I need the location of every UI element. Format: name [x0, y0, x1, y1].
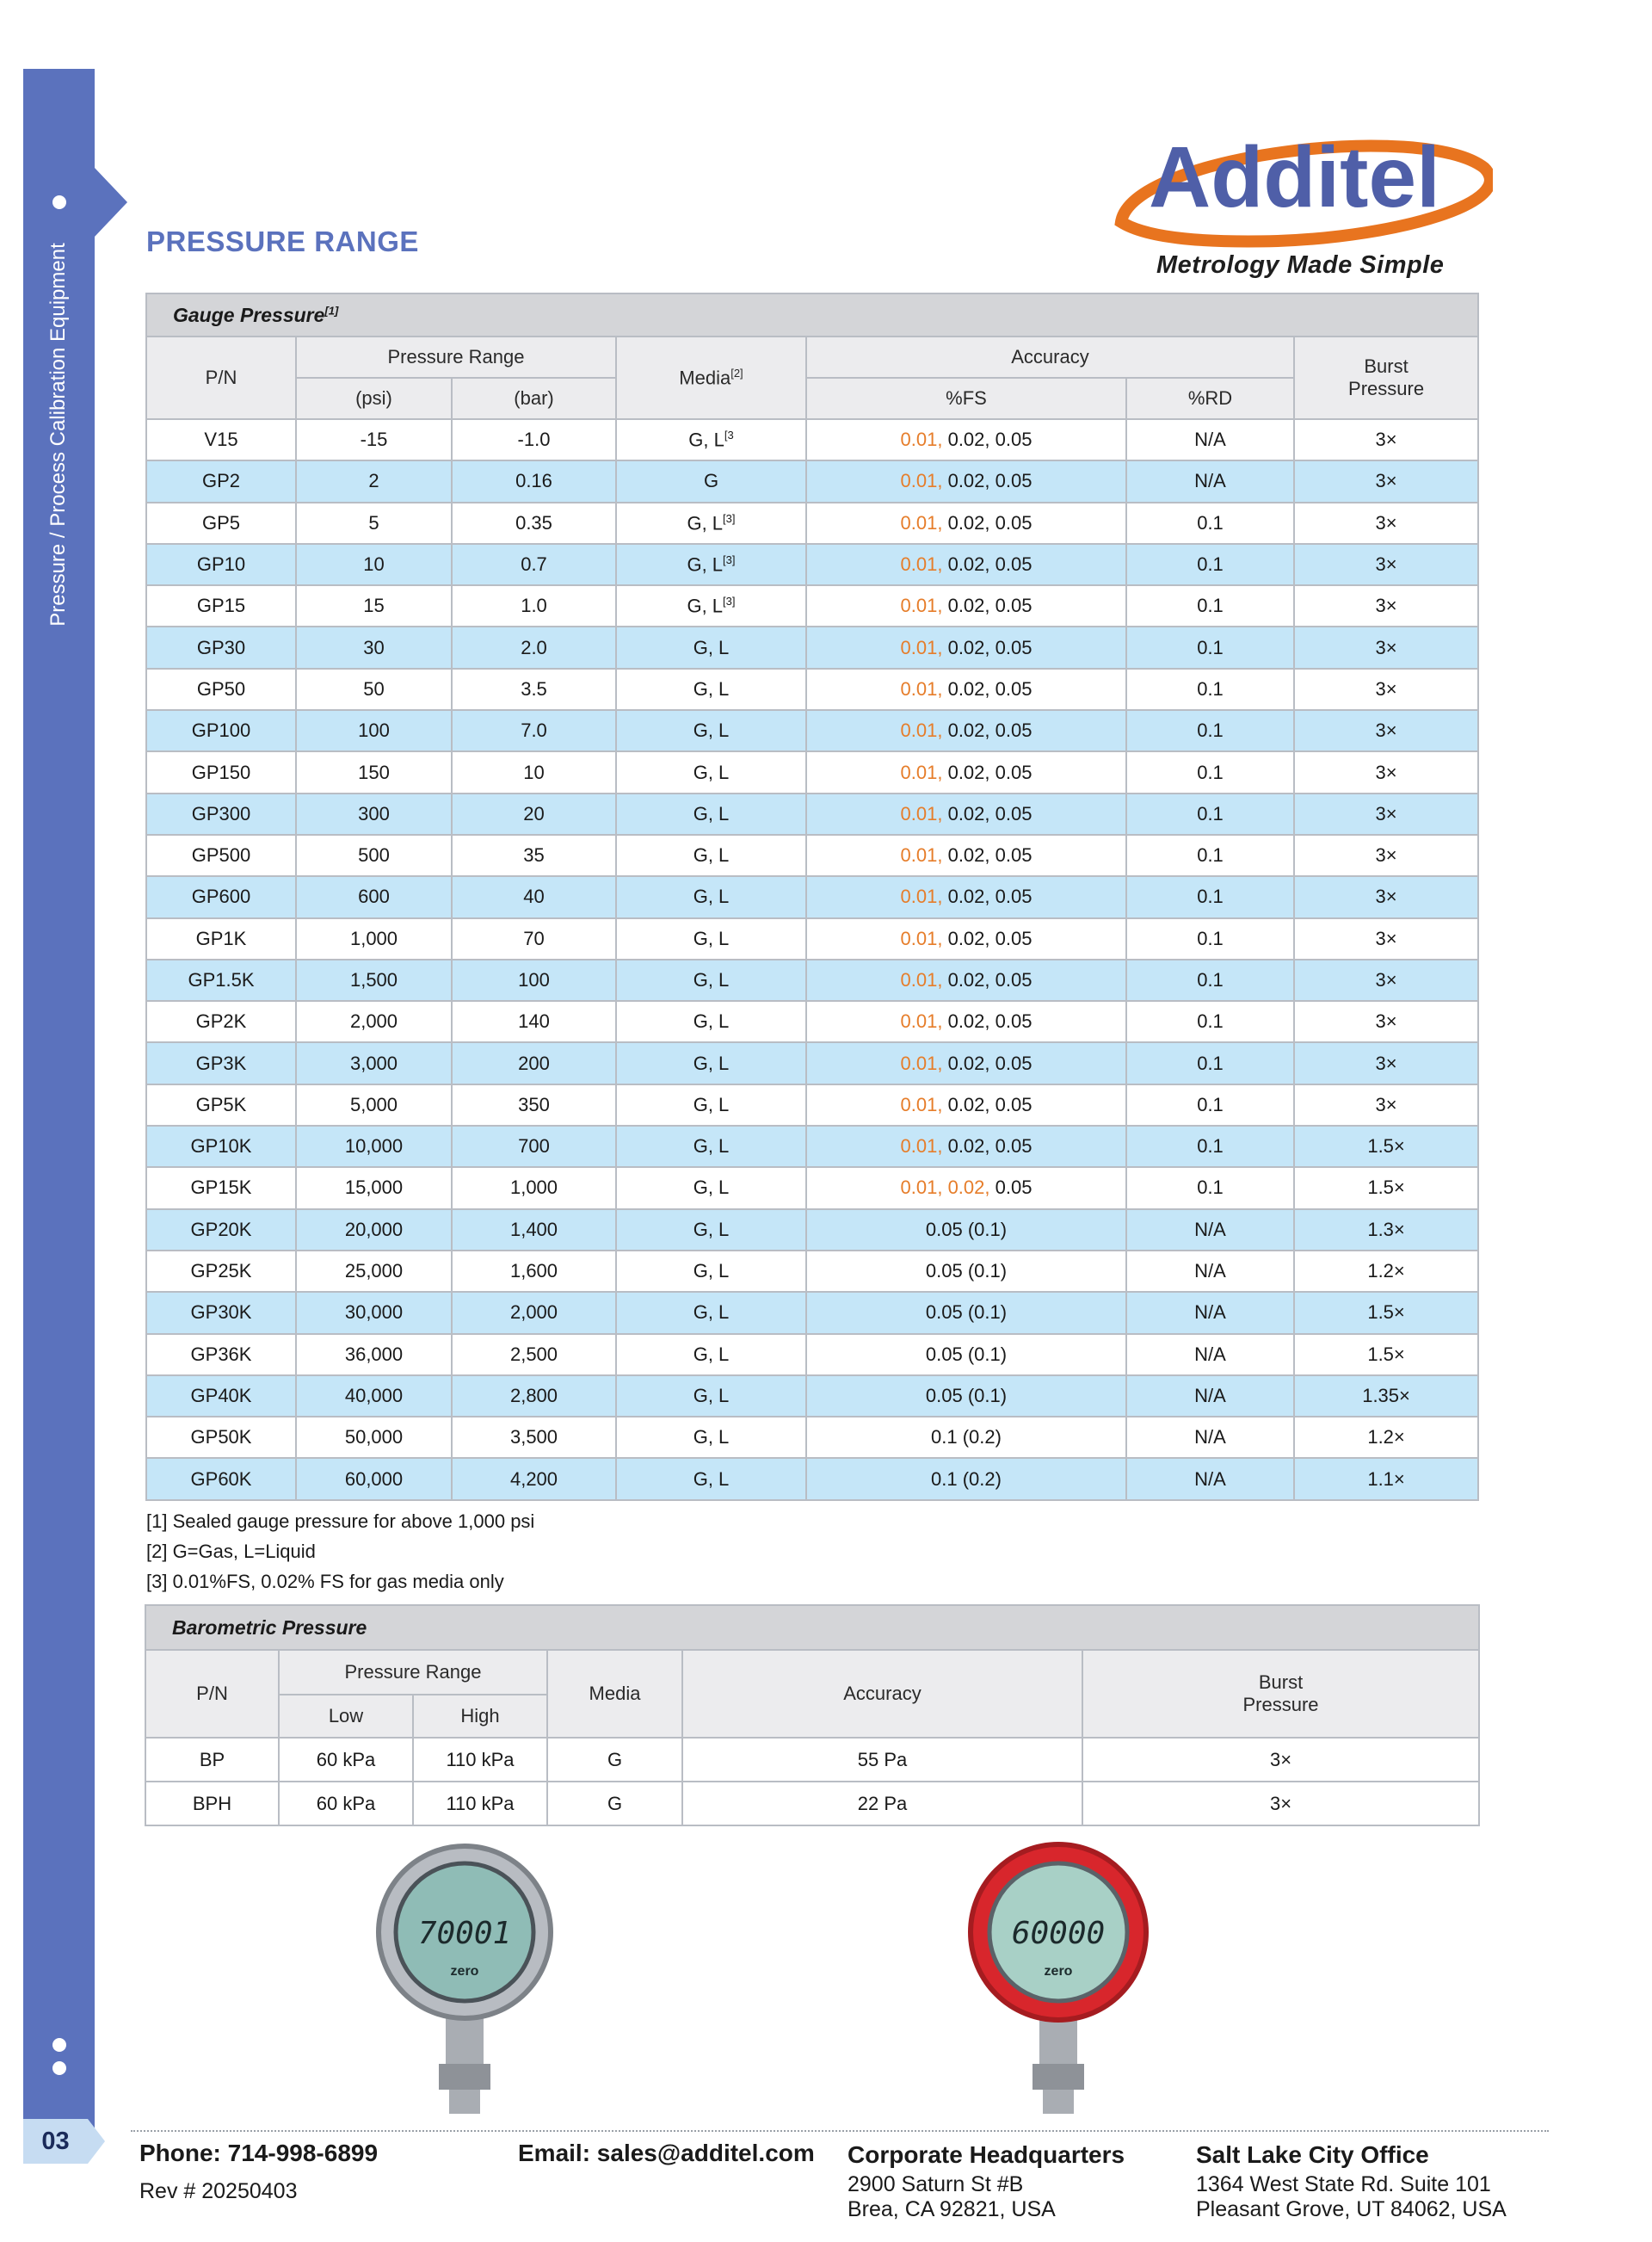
footer-phone: Phone: 714-998-6899 — [139, 2140, 379, 2166]
cell-burst: 1.5× — [1294, 1126, 1478, 1167]
cell-bar: 7.0 — [452, 710, 616, 751]
cell-rd: 0.1 — [1126, 1167, 1294, 1208]
cell-psi: 3,000 — [296, 1042, 452, 1084]
cell-media: G, L — [616, 960, 806, 1001]
table-row — [146, 1209, 1478, 1251]
cell-fs: 0.01, 0.02, 0.05 — [806, 585, 1126, 627]
page-number: 03 — [23, 2119, 88, 2164]
cell-burst: 1.5× — [1294, 1167, 1478, 1208]
cell-media: G, $L^{[3}$ — [616, 419, 806, 460]
gauge-reading: 60000 — [1011, 1916, 1106, 1951]
cell-fs: 0.05 (0.1) — [806, 1209, 1126, 1251]
cell-pn: GP50 — [146, 669, 296, 710]
cell-fs: 0.01, 0.02, 0.05 — [806, 1042, 1126, 1084]
cell-psi: 1,000 — [296, 918, 452, 960]
cell-bar: 3,500 — [452, 1417, 616, 1458]
cell-psi: 25,000 — [296, 1251, 452, 1292]
table-row — [146, 419, 1478, 460]
cell-rd: 0.1 — [1126, 1042, 1294, 1084]
cell-media: G, L — [616, 1417, 806, 1458]
tagline: Metrology Made Simple — [1156, 251, 1445, 279]
header-burst-pressure: Burst Pressure — [1294, 337, 1478, 419]
footer-email[interactable]: Email: sales@additel.com — [518, 2140, 815, 2166]
table-row — [146, 1417, 1478, 1458]
footnote: [1] Sealed gauge pressure for above 1,000 psi — [146, 1510, 535, 1532]
cell-pn: GP15 — [146, 585, 296, 627]
cell-fs: 0.01, 0.02, 0.05 — [806, 460, 1126, 502]
table-row — [146, 585, 1478, 627]
cell-psi: 20,000 — [296, 1209, 452, 1251]
cell-rd: 0.1 — [1126, 794, 1294, 835]
gauge-thread — [1043, 2090, 1074, 2114]
table-row — [146, 503, 1478, 544]
cell-burst: 3× — [1294, 794, 1478, 835]
logo-wordmark: Additel — [1149, 129, 1440, 225]
cell-pn: GP20K — [146, 1209, 296, 1251]
cell-bar: 2,000 — [452, 1292, 616, 1333]
cell-psi: 2,000 — [296, 1001, 452, 1042]
cell-burst: 3× — [1082, 1782, 1479, 1825]
footer-hq-line1: 2900 Saturn St #B — [848, 2172, 1024, 2196]
cell-psi: 500 — [296, 835, 452, 876]
cell-pn: GP60K — [146, 1458, 296, 1499]
cell-pn: GP2 — [146, 460, 296, 502]
cell-psi: 40,000 — [296, 1375, 452, 1417]
table-row — [146, 1375, 1478, 1417]
cell-pn: GP50K — [146, 1417, 296, 1458]
cell-rd: N/A — [1126, 1375, 1294, 1417]
sidebar-notch — [95, 168, 127, 237]
footnote: [3] 0.01%FS, 0.02% FS for gas media only — [146, 1571, 504, 1592]
gauge-fitting — [439, 2064, 490, 2090]
table-row — [146, 876, 1478, 917]
table-row — [145, 1782, 1479, 1825]
cell-rd: N/A — [1126, 1209, 1294, 1251]
header-rd: %RD — [1126, 378, 1294, 419]
footer-slc-line1: 1364 West State Rd. Suite 101 — [1196, 2172, 1491, 2196]
cell-psi: 60,000 — [296, 1458, 452, 1499]
cell-rd: 0.1 — [1126, 1084, 1294, 1126]
cell-fs: 0.01, 0.02, 0.05 — [806, 1001, 1126, 1042]
section-title: PRESSURE RANGE — [146, 225, 419, 257]
header-accuracy: Accuracy — [682, 1650, 1082, 1738]
cell-burst: 1.3× — [1294, 1209, 1478, 1251]
cell-media: G, L — [616, 751, 806, 793]
cell-burst: 3× — [1294, 918, 1478, 960]
cell-bar: 3.5 — [452, 669, 616, 710]
cell-pn: GP30K — [146, 1292, 296, 1333]
table-row — [146, 1167, 1478, 1208]
gauge-reading: 70001 — [417, 1916, 512, 1951]
cell-burst: 1.2× — [1294, 1417, 1478, 1458]
table-row — [146, 710, 1478, 751]
footer-hq-line2: Brea, CA 92821, USA — [848, 2197, 1056, 2221]
header-fs: %FS — [806, 378, 1126, 419]
table-row — [146, 1042, 1478, 1084]
header-pressure-range: Pressure Range — [279, 1650, 547, 1695]
cell-media: G, L — [616, 1251, 806, 1292]
cell-fs: 0.05 (0.1) — [806, 1251, 1126, 1292]
cell-bar: 4,200 — [452, 1458, 616, 1499]
cell-fs: 0.05 (0.1) — [806, 1292, 1126, 1333]
cell-fs: 0.01, 0.02, 0.05 — [806, 835, 1126, 876]
cell-psi: 36,000 — [296, 1334, 452, 1375]
cell-rd: N/A — [1126, 1251, 1294, 1292]
cell-pn: GP600 — [146, 876, 296, 917]
header-accuracy: Accuracy — [806, 337, 1294, 378]
cell-psi: 5,000 — [296, 1084, 452, 1126]
cell-rd: 0.1 — [1126, 918, 1294, 960]
cell-burst: 3× — [1294, 419, 1478, 460]
cell-pn: GP1K — [146, 918, 296, 960]
sidebar-category-label: Pressure / Process Calibration Equipment — [46, 243, 70, 627]
table-row — [145, 1738, 1479, 1782]
cell-media: G, L — [616, 669, 806, 710]
footer-revision: Rev # 20250403 — [139, 2179, 298, 2203]
cell-burst: 3× — [1294, 460, 1478, 502]
cell-burst: 3× — [1294, 835, 1478, 876]
gauge-table-title: Gauge Pressure[1] — [146, 293, 1478, 337]
cell-burst: 3× — [1294, 876, 1478, 917]
cell-rd: N/A — [1126, 1292, 1294, 1333]
cell-bar: 1,400 — [452, 1209, 616, 1251]
cell-psi: 50 — [296, 669, 452, 710]
cell-rd: 0.1 — [1126, 585, 1294, 627]
cell-bar: 0.7 — [452, 544, 616, 585]
page-number-tip — [88, 2119, 105, 2164]
cell-burst: 3× — [1294, 960, 1478, 1001]
cell-fs: 0.01, 0.02, 0.05 — [806, 627, 1126, 668]
cell-bar: 2.0 — [452, 627, 616, 668]
table-row — [146, 669, 1478, 710]
table-row — [146, 960, 1478, 1001]
cell-burst: 1.35× — [1294, 1375, 1478, 1417]
cell-psi: 10,000 — [296, 1126, 452, 1167]
cell-media: G, L — [616, 627, 806, 668]
cell-bar: 140 — [452, 1001, 616, 1042]
sidebar-dot — [52, 2038, 66, 2052]
cell-bar: 100 — [452, 960, 616, 1001]
cell-media: G, L — [616, 1084, 806, 1126]
cell-rd: 0.1 — [1126, 1126, 1294, 1167]
cell-pn: GP2K — [146, 1001, 296, 1042]
footnotes — [146, 1506, 534, 1597]
cell-bar: -1.0 — [452, 419, 616, 460]
footer-divider — [131, 2130, 1549, 2132]
cell-bar: 35 — [452, 835, 616, 876]
cell-low: 60 kPa — [279, 1782, 413, 1825]
footer-slc-title: Salt Lake City Office — [1196, 2141, 1429, 2168]
cell-media: G, L — [616, 1292, 806, 1333]
table-row — [146, 1458, 1478, 1499]
cell-rd: 0.1 — [1126, 876, 1294, 917]
footer-slc-line2: Pleasant Grove, UT 84062, USA — [1196, 2197, 1507, 2221]
cell-rd: N/A — [1126, 1458, 1294, 1499]
table-row — [146, 918, 1478, 960]
cell-media: G, L — [616, 876, 806, 917]
cell-media: G, L — [616, 1209, 806, 1251]
cell-media: G, L — [616, 1458, 806, 1499]
cell-low: 60 kPa — [279, 1738, 413, 1782]
cell-accuracy: 22 Pa — [682, 1782, 1082, 1825]
cell-psi: 30,000 — [296, 1292, 452, 1333]
gauge-zero-label: zero — [1044, 1964, 1073, 1979]
cell-burst: 3× — [1294, 627, 1478, 668]
cell-pn: GP10 — [146, 544, 296, 585]
cell-rd: 0.1 — [1126, 669, 1294, 710]
cell-pn: GP30 — [146, 627, 296, 668]
cell-media: G — [547, 1738, 682, 1782]
cell-burst: 1.2× — [1294, 1251, 1478, 1292]
sidebar-dot — [52, 195, 66, 209]
cell-pn: BP — [145, 1738, 279, 1782]
cell-psi: 300 — [296, 794, 452, 835]
header-media: Media — [547, 1650, 682, 1738]
cell-fs: 0.01, 0.02, 0.05 — [806, 419, 1126, 460]
cell-media: G, L — [616, 1375, 806, 1417]
table-row — [146, 751, 1478, 793]
cell-rd: N/A — [1126, 1417, 1294, 1458]
cell-pn: GP15K — [146, 1167, 296, 1208]
cell-psi: 5 — [296, 503, 452, 544]
header-bar: (bar) — [452, 378, 616, 419]
cell-rd: 0.1 — [1126, 960, 1294, 1001]
cell-bar: 20 — [452, 794, 616, 835]
cell-fs: 0.01, 0.02, 0.05 — [806, 876, 1126, 917]
table-row — [146, 794, 1478, 835]
footer-hq-title: Corporate Headquarters — [848, 2141, 1125, 2168]
cell-psi: 50,000 — [296, 1417, 452, 1458]
cell-burst: 1.5× — [1294, 1292, 1478, 1333]
cell-fs: 0.01, 0.02, 0.05 — [806, 710, 1126, 751]
cell-fs: 0.01, 0.02, 0.05 — [806, 669, 1126, 710]
table-row — [146, 1292, 1478, 1333]
table-row — [146, 1334, 1478, 1375]
cell-pn: GP100 — [146, 710, 296, 751]
cell-media: G, L[3] — [616, 585, 806, 627]
baro-table-title: Barometric Pressure — [145, 1605, 1479, 1650]
cell-bar: 40 — [452, 876, 616, 917]
table-row — [146, 1001, 1478, 1042]
gauge-zero-label: zero — [450, 1964, 479, 1979]
cell-rd: N/A — [1126, 1334, 1294, 1375]
cell-pn: V15 — [146, 419, 296, 460]
header-pn: P/N — [145, 1650, 279, 1738]
cell-burst: 3× — [1294, 544, 1478, 585]
cell-media: G, L — [616, 1126, 806, 1167]
cell-pn: GP300 — [146, 794, 296, 835]
cell-rd: 0.1 — [1126, 835, 1294, 876]
cell-burst: 1.5× — [1294, 1334, 1478, 1375]
cell-fs: 0.01, 0.02, 0.05 — [806, 1084, 1126, 1126]
cell-bar: 1.0 — [452, 585, 616, 627]
cell-media: G, L — [616, 1001, 806, 1042]
cell-bar: 1,000 — [452, 1167, 616, 1208]
cell-pn: GP3K — [146, 1042, 296, 1084]
cell-fs: 0.01, 0.02, 0.05 — [806, 960, 1126, 1001]
cell-psi: -15 — [296, 419, 452, 460]
cell-burst: 1.1× — [1294, 1458, 1478, 1499]
cell-media: G — [616, 460, 806, 502]
cell-rd: 0.1 — [1126, 710, 1294, 751]
cell-psi: 30 — [296, 627, 452, 668]
cell-psi: 150 — [296, 751, 452, 793]
cell-fs: 0.1 (0.2) — [806, 1458, 1126, 1499]
cell-pn: GP500 — [146, 835, 296, 876]
cell-burst: 3× — [1294, 1084, 1478, 1126]
cell-psi: 10 — [296, 544, 452, 585]
table-row — [146, 627, 1478, 668]
table-row — [146, 460, 1478, 502]
digital-gauge-red — [964, 1842, 1153, 2117]
cell-rd: N/A — [1126, 419, 1294, 460]
cell-rd: 0.1 — [1126, 751, 1294, 793]
cell-pn: GP150 — [146, 751, 296, 793]
cell-media: G, L — [616, 710, 806, 751]
gauge-thread — [449, 2090, 480, 2114]
cell-psi: 600 — [296, 876, 452, 917]
cell-burst: 3× — [1294, 1042, 1478, 1084]
cell-fs: 0.01, 0.02, 0.05 — [806, 751, 1126, 793]
header-media: Media[2] — [616, 337, 806, 419]
cell-burst: 3× — [1294, 710, 1478, 751]
table-row — [146, 544, 1478, 585]
cell-burst: 3× — [1082, 1738, 1479, 1782]
cell-fs: 0.01, 0.02, 0.05 — [806, 1126, 1126, 1167]
header-psi: (psi) — [296, 378, 452, 419]
cell-bar: 700 — [452, 1126, 616, 1167]
cell-fs: 0.01, 0.02, 0.05 — [806, 918, 1126, 960]
cell-fs: 0.01, 0.02, 0.05 — [806, 1167, 1126, 1208]
cell-rd: 0.1 — [1126, 503, 1294, 544]
cell-media: G, L — [616, 1167, 806, 1208]
header-pn: P/N — [146, 337, 296, 419]
cell-bar: 1,600 — [452, 1251, 616, 1292]
header-low: Low — [279, 1695, 413, 1738]
gauge-fitting — [1032, 2064, 1084, 2090]
cell-burst: 3× — [1294, 669, 1478, 710]
sidebar-dot — [52, 2061, 66, 2075]
gauge-pressure-table — [145, 293, 1479, 1501]
barometric-pressure-table — [145, 1604, 1480, 1826]
cell-fs: 0.05 (0.1) — [806, 1334, 1126, 1375]
cell-pn: GP36K — [146, 1334, 296, 1375]
cell-media: G, L — [616, 1334, 806, 1375]
cell-psi: 15,000 — [296, 1167, 452, 1208]
cell-pn: BPH — [145, 1782, 279, 1825]
table-row — [146, 835, 1478, 876]
footnote: [2] G=Gas, L=Liquid — [146, 1541, 316, 1562]
cell-bar: 10 — [452, 751, 616, 793]
cell-fs: 0.01, 0.02, 0.05 — [806, 544, 1126, 585]
cell-rd: 0.1 — [1126, 627, 1294, 668]
table-row — [146, 1084, 1478, 1126]
cell-rd: N/A — [1126, 460, 1294, 502]
cell-bar: 0.35 — [452, 503, 616, 544]
cell-bar: 0.16 — [452, 460, 616, 502]
cell-high: 110 kPa — [413, 1738, 547, 1782]
cell-high: 110 kPa — [413, 1782, 547, 1825]
cell-pn: GP10K — [146, 1126, 296, 1167]
cell-bar: 2,500 — [452, 1334, 616, 1375]
cell-pn: GP5 — [146, 503, 296, 544]
cell-psi: 2 — [296, 460, 452, 502]
cell-burst: 3× — [1294, 751, 1478, 793]
cell-fs: 0.1 (0.2) — [806, 1417, 1126, 1458]
header-burst-pressure: Burst Pressure — [1082, 1650, 1479, 1738]
cell-media: G, L[3] — [616, 503, 806, 544]
cell-fs: 0.05 (0.1) — [806, 1375, 1126, 1417]
cell-media: G, L — [616, 794, 806, 835]
cell-rd: 0.1 — [1126, 1001, 1294, 1042]
cell-accuracy: 55 Pa — [682, 1738, 1082, 1782]
cell-pn: GP40K — [146, 1375, 296, 1417]
cell-burst: 3× — [1294, 585, 1478, 627]
cell-bar: 200 — [452, 1042, 616, 1084]
cell-bar: 350 — [452, 1084, 616, 1126]
cell-media: G — [547, 1782, 682, 1825]
cell-pn: GP1.5K — [146, 960, 296, 1001]
cell-pn: GP25K — [146, 1251, 296, 1292]
cell-bar: 2,800 — [452, 1375, 616, 1417]
cell-media: G, L — [616, 1042, 806, 1084]
cell-burst: 3× — [1294, 503, 1478, 544]
cell-psi: 15 — [296, 585, 452, 627]
cell-psi: 100 — [296, 710, 452, 751]
cell-fs: 0.01, 0.02, 0.05 — [806, 794, 1126, 835]
cell-media: G, L[3] — [616, 544, 806, 585]
digital-gauge-silver — [370, 1842, 559, 2117]
cell-psi: 1,500 — [296, 960, 452, 1001]
table-row — [146, 1251, 1478, 1292]
cell-media: G, L — [616, 918, 806, 960]
header-pressure-range: Pressure Range — [296, 337, 616, 378]
cell-rd: 0.1 — [1126, 544, 1294, 585]
table-row — [146, 1126, 1478, 1167]
cell-pn: GP5K — [146, 1084, 296, 1126]
cell-fs: 0.01, 0.02, 0.05 — [806, 503, 1126, 544]
header-high: High — [413, 1695, 547, 1738]
cell-media: G, L — [616, 835, 806, 876]
cell-bar: 70 — [452, 918, 616, 960]
cell-burst: 3× — [1294, 1001, 1478, 1042]
